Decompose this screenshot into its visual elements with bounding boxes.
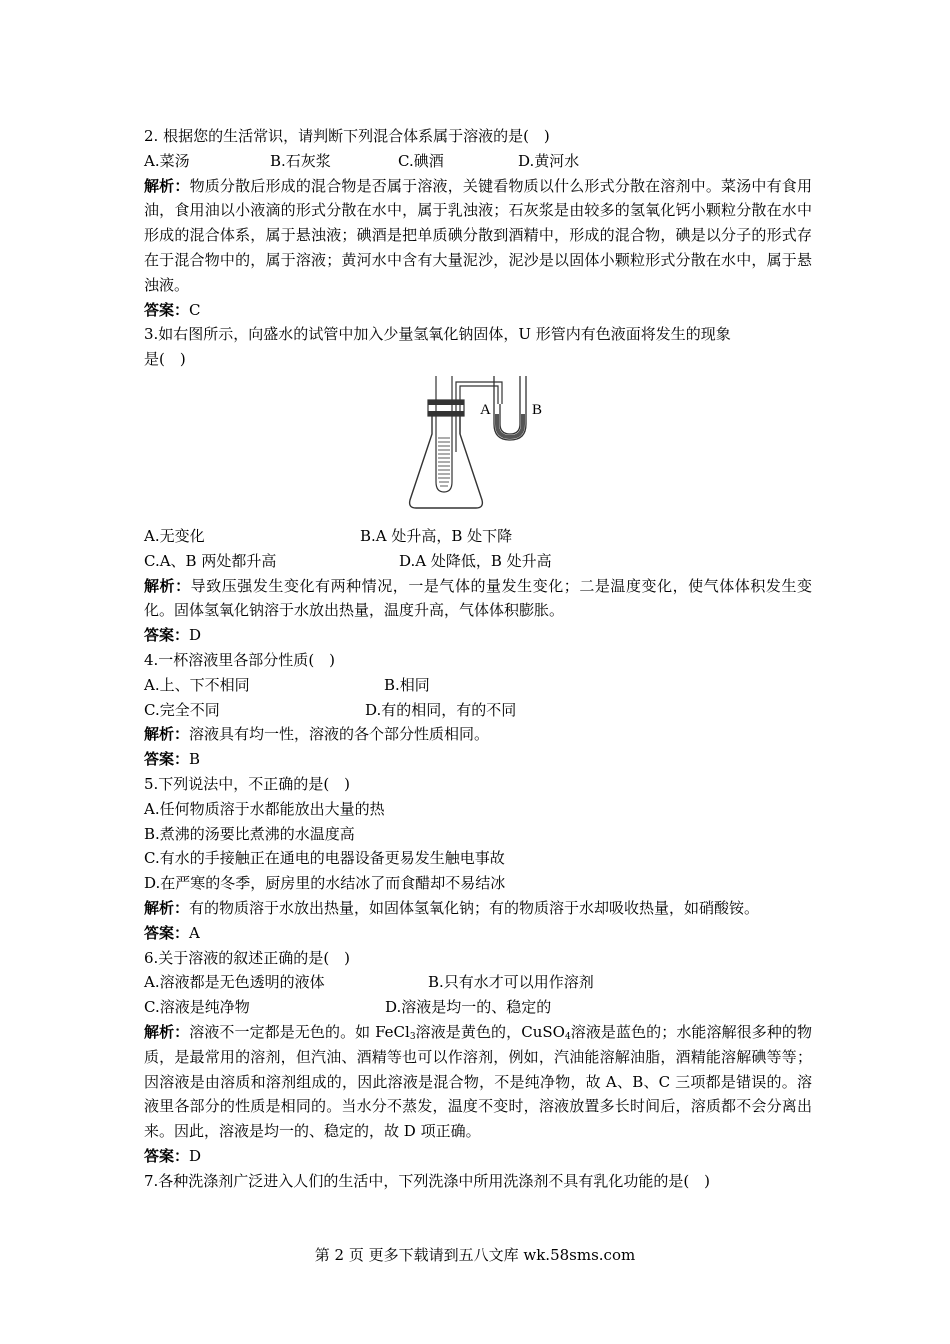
q4-answer	[144, 747, 812, 772]
analysis-text: 有的物质溶于水放出热量，如固体氢氧化钠；有的物质溶于水却吸收热量，如硝酸铵。	[189, 898, 760, 917]
q4-option-a: A.上、下不相同	[144, 675, 250, 694]
q3-option-a: A.无变化	[144, 526, 205, 545]
q2-option-b: B.石灰浆	[270, 151, 331, 170]
answer-label: 答案：	[144, 923, 190, 942]
subscript-3: 3	[409, 1031, 416, 1042]
u-tube-inner	[500, 376, 520, 434]
q6-answer	[144, 1144, 812, 1169]
q5-option-b: B.煮沸的汤要比煮沸的水温度高	[144, 824, 355, 843]
q3-options-row1	[144, 524, 812, 549]
q6-options-row1	[144, 970, 812, 995]
q5-option-c: C.有水的手接触正在通电的电器设备更易发生触电事故	[144, 849, 505, 868]
q3-analysis	[144, 574, 812, 624]
q4-option-c: C.完全不同	[144, 700, 220, 719]
q6-option-c: C.溶液是纯净物	[144, 998, 250, 1017]
analysis-text: 导致压强发生变化有两种情况，一是气体的量发生变化；二是温度变化，使气体体积发生变化。固体氢氧化钠溶于水放出热量，温度升高，气体体积膨胀。	[144, 576, 812, 620]
analysis-text: 物质分散后形成的混合物是否属于溶液，关键看物质以什么形式分散在溶剂中。菜汤中有食用油，食用油以小液滴的形式分散在水中，属于乳浊液；石灰浆是由较多的氢氧化钙小颗粒分散在水中形成的混合体系，属于悬浊液；碘酒是把单质碘分散到酒精中，形成的混合物，碘是以分子的形式存在于混合物中的，属于溶液；黄河水中含有大量泥沙，泥沙是以固体小颗粒形式分散在水中，属于悬浊液。	[144, 176, 812, 294]
q6-option-d: D.溶液是均一的、稳定的	[385, 998, 552, 1017]
q3-stem-line2: 是( )	[144, 350, 186, 369]
q4-options-row2	[144, 698, 812, 723]
answer-value: D	[189, 626, 202, 645]
answer-label: 答案：	[144, 626, 190, 645]
q3-options-row2	[144, 549, 812, 574]
q4-option-b: B.相同	[384, 675, 430, 694]
label-b: B	[532, 401, 543, 418]
q2-analysis	[144, 174, 812, 298]
analysis-label: 解析：	[144, 898, 190, 917]
analysis-label: 解析：	[144, 1022, 190, 1041]
q4-analysis	[144, 722, 812, 747]
answer-label: 答案：	[144, 300, 190, 319]
q5-answer	[144, 921, 812, 946]
q2-stem: 2. 根据您的生活常识，请判断下列混合体系属于溶液的是( )	[144, 127, 550, 145]
analysis-label: 解析：	[144, 576, 191, 595]
q3-option-b: B.A 处升高，B 处下降	[360, 526, 513, 545]
q4-option-d: D.有的相同，有的不同	[365, 700, 517, 719]
q3-stem-line1: 3.如右图所示，向盛水的试管中加入少量氢氧化钠固体，U 形管内有色液面将发生的现象	[144, 325, 731, 344]
q3-option-d: D.A 处降低，B 处升高	[399, 551, 552, 570]
q4-options-row1	[144, 673, 812, 698]
analysis-text-pre: 溶液不一定都是无色的。如 FeCl	[189, 1022, 410, 1041]
q5-analysis	[144, 896, 812, 921]
q2-options	[144, 149, 812, 174]
q7-stem: 7.各种洗涤剂广泛进入人们的生活中，下列洗涤中所用洗涤剂不具有乳化功能的是( )	[144, 1171, 711, 1190]
answer-value: B	[189, 750, 201, 769]
answer-value: A	[189, 923, 200, 942]
analysis-label: 解析：	[144, 725, 190, 744]
answer-value: C	[189, 300, 201, 319]
q6-option-b: B.只有水才可以用作溶剂	[428, 973, 594, 992]
q2-option-c: C.碘酒	[398, 151, 444, 170]
q6-stem: 6.关于溶液的叙述正确的是( )	[144, 948, 351, 967]
analysis-text-post: 溶液是蓝色的；水能溶解很多种的物质，是最常用的溶剂，但汽油、酒精等也可以作溶剂，例如，汽油能溶解油脂，酒精能溶解碘等等；因溶液是由溶质和溶剂组成的，因此溶液是混合物，不是纯净物，故 A、B、C 三项都是错误的。溶液里各部分的性质是相同的。当水分不蒸发，温度不变时，溶液放置多长时间后，溶质都不会分离出来。因此，溶液是均一的、稳定的，故 D 项正确。	[144, 1022, 812, 1141]
subscript-4: 4	[564, 1031, 571, 1042]
analysis-text-mid: 溶液是黄色的，CuSO	[415, 1022, 565, 1041]
q2-answer	[144, 298, 812, 323]
q3-answer	[144, 623, 812, 648]
analysis-label: 解析：	[144, 176, 190, 195]
flask-u-tube-diagram	[404, 374, 564, 522]
q2-option-d: D.黄河水	[518, 151, 580, 170]
q6-options-row2	[144, 995, 812, 1020]
page-content	[144, 124, 812, 1193]
q5-option-a: A.任何物质溶于水都能放出大量的热	[144, 799, 385, 818]
q5-stem: 5.下列说法中，不正确的是( )	[144, 774, 351, 793]
page-footer: 第 2 页 更多下载请到五八文库 wk.58sms.com	[314, 1246, 636, 1264]
q3-option-c: C.A、B 两处都升高	[144, 551, 277, 570]
q6-analysis	[144, 1020, 812, 1144]
stopper-band-top	[428, 400, 464, 405]
q4-stem: 4.一杯溶液里各部分性质( )	[144, 650, 336, 669]
answer-label: 答案：	[144, 1146, 190, 1165]
answer-label: 答案：	[144, 750, 190, 769]
answer-value: D	[189, 1146, 202, 1165]
q5-option-d: D.在严寒的冬季，厨房里的水结冰了而食醋却不易结冰	[144, 874, 506, 893]
analysis-text: 溶液具有均一性，溶液的各个部分性质相同。	[189, 725, 490, 744]
q3-figure	[144, 372, 812, 524]
q2-option-a: A.菜汤	[144, 151, 190, 170]
q6-option-a: A.溶液都是无色透明的液体	[144, 973, 325, 992]
stopper-band-bottom	[428, 411, 464, 416]
label-a: A	[480, 401, 491, 418]
